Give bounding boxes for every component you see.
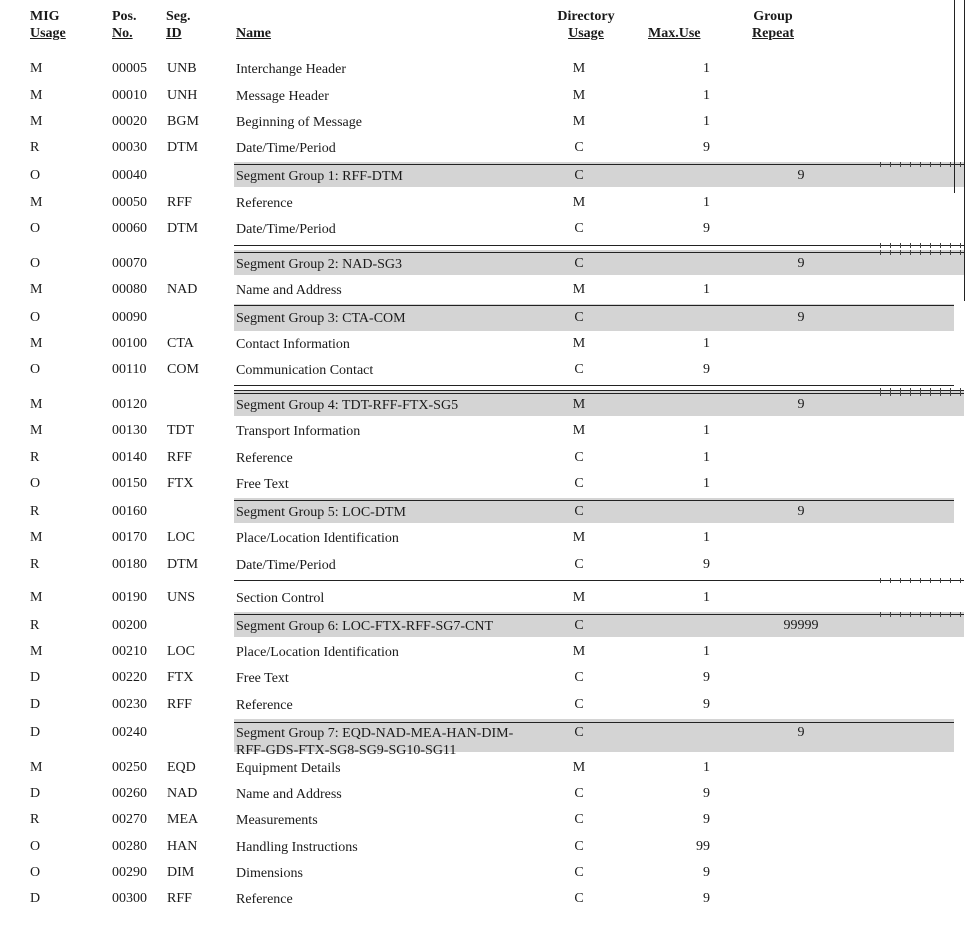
bracket-tick-mark <box>940 243 941 248</box>
group-repeat-cell: 9 <box>797 725 805 740</box>
bracket-tick-mark <box>930 391 931 396</box>
bracket-tick-mark <box>960 612 961 617</box>
directory-usage-cell: C <box>574 504 584 519</box>
segment-name-cell: Interchange Header <box>236 62 346 77</box>
bracket-tick-mark <box>880 578 881 583</box>
seg-id-cell: MEA <box>167 812 199 827</box>
pos-no-cell: 00230 <box>112 697 147 712</box>
directory-usage-cell: C <box>574 168 584 183</box>
bracket-tick-mark <box>890 578 891 583</box>
pos-no-cell: 00290 <box>112 865 147 880</box>
pos-no-cell: 00060 <box>112 221 147 236</box>
pos-no-cell: 00270 <box>112 812 147 827</box>
bracket-tick-mark <box>940 578 941 583</box>
max-use-cell: 9 <box>703 865 710 880</box>
mig-usage-cell: R <box>30 140 40 155</box>
pos-no-cell: 00050 <box>112 195 147 210</box>
directory-usage-cell: M <box>572 760 586 775</box>
pos-no-cell: 00250 <box>112 760 147 775</box>
segment-name-cell: Place/Location Identification <box>236 645 399 660</box>
seg-id-cell: LOC <box>167 644 195 659</box>
segment-name-cell: Handling Instructions <box>236 840 358 855</box>
group-bracket-rule <box>234 500 954 501</box>
max-use-cell: 1 <box>703 530 710 545</box>
bracket-tick-mark <box>910 391 911 396</box>
bracket-tick-mark <box>880 250 881 255</box>
pos-no-cell: 00170 <box>112 530 147 545</box>
directory-usage-cell: C <box>574 476 584 491</box>
pos-no-cell: 00240 <box>112 725 147 740</box>
max-use-cell: 1 <box>703 282 710 297</box>
seg-id-cell: DTM <box>167 140 199 155</box>
pos-no-cell: 00160 <box>112 504 147 519</box>
bracket-tick-mark <box>900 243 901 248</box>
segment-name-cell: Transport Information <box>236 424 361 439</box>
bracket-tick-mark <box>940 391 941 396</box>
seg-id-cell: DIM <box>167 865 195 880</box>
group-bracket-edge <box>964 0 965 301</box>
mig-usage-cell: O <box>30 839 41 854</box>
seg-id-cell: CTA <box>167 336 194 351</box>
header-max-use: Max.Use <box>648 26 701 41</box>
seg-id-cell: FTX <box>167 670 194 685</box>
segment-name-cell: Communication Contact <box>236 363 374 378</box>
group-bracket-rule <box>234 614 964 615</box>
segment-group-name: Segment Group 6: LOC-FTX-RFF-SG7-CNT <box>236 619 494 634</box>
bracket-tick-mark <box>890 391 891 396</box>
mig-usage-cell: R <box>30 504 40 519</box>
directory-usage-cell: C <box>574 618 584 633</box>
header-directory-usage: Directory Usage <box>557 9 615 41</box>
bracket-tick-mark <box>920 578 921 583</box>
directory-usage-cell: M <box>572 397 586 412</box>
directory-usage-cell: M <box>572 282 586 297</box>
bracket-tick-mark <box>880 243 881 248</box>
bracket-tick-mark <box>930 162 931 167</box>
bracket-tick-mark <box>960 250 961 255</box>
pos-no-cell: 00150 <box>112 476 147 491</box>
mig-usage-cell: M <box>30 336 43 351</box>
seg-id-cell: COM <box>167 362 199 377</box>
pos-no-cell: 00180 <box>112 557 147 572</box>
max-use-cell: 1 <box>703 61 710 76</box>
bracket-tick-mark <box>930 250 931 255</box>
pos-no-cell: 00100 <box>112 336 147 351</box>
seg-id-cell: TDT <box>167 423 195 438</box>
directory-usage-cell: C <box>574 891 584 906</box>
mig-usage-cell: O <box>30 221 41 236</box>
seg-id-cell: FTX <box>167 476 194 491</box>
max-use-cell: 9 <box>703 786 710 801</box>
pos-no-cell: 00120 <box>112 397 147 412</box>
pos-no-cell: 00110 <box>112 362 147 377</box>
pos-no-cell: 00140 <box>112 450 147 465</box>
bracket-tick-mark <box>940 250 941 255</box>
bracket-tick-mark <box>910 243 911 248</box>
directory-usage-cell: C <box>574 697 584 712</box>
bracket-tick-mark <box>960 578 961 583</box>
seg-id-cell: RFF <box>167 450 192 465</box>
seg-id-cell: DTM <box>167 221 199 236</box>
pos-no-cell: 00020 <box>112 114 147 129</box>
directory-usage-cell: C <box>574 670 584 685</box>
mig-usage-cell: O <box>30 310 41 325</box>
segment-name-cell: Reference <box>236 451 293 466</box>
mig-usage-cell: M <box>30 590 43 605</box>
max-use-cell: 9 <box>703 362 710 377</box>
bracket-tick-mark <box>900 578 901 583</box>
group-bracket-rule <box>234 164 964 165</box>
segment-name-cell: Name and Address <box>236 787 342 802</box>
header-name: Name <box>236 26 271 41</box>
header-group-repeat: Group Repeat <box>752 9 794 41</box>
group-repeat-cell: 99999 <box>783 618 819 633</box>
mig-usage-cell: O <box>30 476 41 491</box>
directory-usage-cell: M <box>572 423 586 438</box>
mig-usage-cell: R <box>30 618 40 633</box>
max-use-cell: 1 <box>703 590 710 605</box>
directory-usage-cell: M <box>572 114 586 129</box>
pos-no-cell: 00260 <box>112 786 147 801</box>
segment-name-cell: Reference <box>236 892 293 907</box>
group-repeat-cell: 9 <box>797 504 805 519</box>
segment-name-cell: Place/Location Identification <box>236 531 399 546</box>
mig-usage-cell: M <box>30 760 43 775</box>
pos-no-cell: 00280 <box>112 839 147 854</box>
bracket-tick-mark <box>880 612 881 617</box>
bracket-tick-mark <box>940 162 941 167</box>
segment-name-cell: Reference <box>236 196 293 211</box>
max-use-cell: 1 <box>703 195 710 210</box>
bracket-tick-mark <box>910 578 911 583</box>
bracket-tick-mark <box>920 250 921 255</box>
bracket-tick-mark <box>950 162 951 167</box>
mig-usage-cell: M <box>30 88 43 103</box>
directory-usage-cell: C <box>574 839 584 854</box>
segment-group-name: Segment Group 4: TDT-RFF-FTX-SG5 <box>236 398 459 413</box>
group-bracket-edge <box>954 0 955 193</box>
pos-no-cell: 00080 <box>112 282 147 297</box>
max-use-cell: 9 <box>703 812 710 827</box>
pos-no-cell: 00300 <box>112 891 147 906</box>
seg-id-cell: NAD <box>167 786 198 801</box>
max-use-cell: 9 <box>703 697 710 712</box>
group-repeat-cell: 9 <box>797 310 805 325</box>
bracket-tick-mark <box>920 612 921 617</box>
mig-usage-cell: D <box>30 891 41 906</box>
mig-usage-cell: M <box>30 195 43 210</box>
max-use-cell: 9 <box>703 140 710 155</box>
seg-id-cell: EQD <box>167 760 196 775</box>
max-use-cell: 9 <box>703 891 710 906</box>
bracket-tick-mark <box>920 162 921 167</box>
mig-usage-cell: D <box>30 670 41 685</box>
group-bracket-rule <box>234 393 964 394</box>
group-bracket-rule <box>234 390 964 391</box>
mig-usage-cell: M <box>30 114 43 129</box>
bracket-tick-mark <box>930 612 931 617</box>
mig-usage-cell: D <box>30 697 41 712</box>
segment-name-cell: Beginning of Message <box>236 115 362 130</box>
segment-name-cell: Date/Time/Period <box>236 141 336 156</box>
directory-usage-cell: C <box>574 362 584 377</box>
seg-id-cell: UNB <box>167 61 197 76</box>
bracket-tick-mark <box>960 243 961 248</box>
bracket-tick-mark <box>910 612 911 617</box>
segment-name-cell: Free Text <box>236 477 289 492</box>
mig-usage-cell: M <box>30 644 43 659</box>
segment-name-cell: Message Header <box>236 89 329 104</box>
directory-usage-cell: M <box>572 530 586 545</box>
group-bracket-rule <box>234 580 964 581</box>
mig-usage-cell: R <box>30 812 40 827</box>
max-use-cell: 1 <box>703 644 710 659</box>
directory-usage-cell: C <box>574 450 584 465</box>
segment-group-name: Segment Group 1: RFF-DTM <box>236 169 403 184</box>
segment-group-name: Segment Group 2: NAD-SG3 <box>236 257 403 272</box>
bracket-tick-mark <box>950 612 951 617</box>
max-use-cell: 99 <box>696 839 710 854</box>
directory-usage-cell: M <box>572 195 586 210</box>
pos-no-cell: 00220 <box>112 670 147 685</box>
pos-no-cell: 00200 <box>112 618 147 633</box>
seg-id-cell: RFF <box>167 891 192 906</box>
segment-name-cell: Contact Information <box>236 337 350 352</box>
max-use-cell: 1 <box>703 476 710 491</box>
mig-usage-cell: O <box>30 362 41 377</box>
mig-usage-cell: R <box>30 450 40 465</box>
bracket-tick-mark <box>950 243 951 248</box>
bracket-tick-mark <box>950 250 951 255</box>
mig-usage-cell: D <box>30 786 41 801</box>
pos-no-cell: 00130 <box>112 423 147 438</box>
segment-name-cell: Date/Time/Period <box>236 222 336 237</box>
max-use-cell: 1 <box>703 423 710 438</box>
mig-usage-cell: O <box>30 865 41 880</box>
directory-usage-cell: C <box>574 812 584 827</box>
max-use-cell: 1 <box>703 114 710 129</box>
bracket-tick-mark <box>880 162 881 167</box>
directory-usage-cell: C <box>574 786 584 801</box>
mig-usage-cell: M <box>30 282 43 297</box>
segment-group-name: Segment Group 3: CTA-COM <box>236 311 406 326</box>
bracket-tick-mark <box>900 250 901 255</box>
mig-usage-cell: M <box>30 61 43 76</box>
pos-no-cell: 00030 <box>112 140 147 155</box>
seg-id-cell: HAN <box>167 839 198 854</box>
directory-usage-cell: M <box>572 590 586 605</box>
group-repeat-cell: 9 <box>797 397 805 412</box>
group-repeat-cell: 9 <box>797 256 805 271</box>
segment-name-cell: Free Text <box>236 671 289 686</box>
segment-name-cell: Equipment Details <box>236 761 341 776</box>
directory-usage-cell: C <box>574 310 584 325</box>
segment-group-name: Segment Group 7: EQD-NAD-MEA-HAN-DIM-RFF-GDS-FTX-SG8-SG9-SG10-SG11 <box>236 726 514 758</box>
seg-id-cell: BGM <box>167 114 199 129</box>
header-pos-no: Pos. No. <box>112 9 137 41</box>
group-bracket-rule <box>234 245 964 246</box>
bracket-tick-mark <box>900 391 901 396</box>
directory-usage-cell: M <box>572 88 586 103</box>
directory-usage-cell: M <box>572 61 586 76</box>
mig-usage-cell: O <box>30 256 41 271</box>
bracket-tick-mark <box>950 578 951 583</box>
seg-id-cell: LOC <box>167 530 195 545</box>
directory-usage-cell: C <box>574 221 584 236</box>
bracket-tick-mark <box>920 391 921 396</box>
max-use-cell: 1 <box>703 450 710 465</box>
pos-no-cell: 00005 <box>112 61 147 76</box>
pos-no-cell: 00040 <box>112 168 147 183</box>
directory-usage-cell: C <box>574 557 584 572</box>
segment-name-cell: Measurements <box>236 813 318 828</box>
pos-no-cell: 00070 <box>112 256 147 271</box>
mig-usage-cell: D <box>30 725 41 740</box>
pos-no-cell: 00010 <box>112 88 147 103</box>
group-bracket-rule <box>234 722 954 723</box>
directory-usage-cell: M <box>572 336 586 351</box>
mig-usage-cell: O <box>30 168 41 183</box>
max-use-cell: 9 <box>703 221 710 236</box>
seg-id-cell: UNS <box>167 590 196 605</box>
header-mig-usage: MIG Usage <box>30 9 66 41</box>
mig-usage-cell: M <box>30 397 43 412</box>
segment-name-cell: Reference <box>236 698 293 713</box>
segment-name-cell: Date/Time/Period <box>236 558 336 573</box>
segment-name-cell: Section Control <box>236 591 325 606</box>
seg-id-cell: RFF <box>167 195 192 210</box>
bracket-tick-mark <box>890 250 891 255</box>
group-bracket-rule <box>234 252 964 253</box>
group-repeat-cell: 9 <box>797 168 805 183</box>
bracket-tick-mark <box>890 162 891 167</box>
bracket-tick-mark <box>890 612 891 617</box>
seg-id-cell: UNH <box>167 88 198 103</box>
pos-no-cell: 00210 <box>112 644 147 659</box>
max-use-cell: 1 <box>703 336 710 351</box>
bracket-tick-mark <box>910 162 911 167</box>
bracket-tick-mark <box>900 612 901 617</box>
header-seg-id: Seg. ID <box>166 9 191 41</box>
bracket-tick-mark <box>950 391 951 396</box>
max-use-cell: 1 <box>703 760 710 775</box>
bracket-tick-mark <box>910 250 911 255</box>
max-use-cell: 9 <box>703 557 710 572</box>
group-bracket-rule <box>234 305 954 306</box>
mig-usage-cell: M <box>30 423 43 438</box>
seg-id-cell: DTM <box>167 557 199 572</box>
bracket-tick-mark <box>940 612 941 617</box>
pos-no-cell: 00090 <box>112 310 147 325</box>
segment-name-cell: Name and Address <box>236 283 342 298</box>
bracket-tick-mark <box>880 391 881 396</box>
max-use-cell: 1 <box>703 88 710 103</box>
bracket-tick-mark <box>890 243 891 248</box>
directory-usage-cell: C <box>574 256 584 271</box>
directory-usage-cell: C <box>574 865 584 880</box>
bracket-tick-mark <box>920 243 921 248</box>
directory-usage-cell: M <box>572 644 586 659</box>
segment-group-name: Segment Group 5: LOC-DTM <box>236 505 406 520</box>
group-bracket-rule <box>234 385 954 386</box>
directory-usage-cell: C <box>574 725 584 740</box>
bracket-tick-mark <box>960 391 961 396</box>
directory-usage-cell: C <box>574 140 584 155</box>
bracket-tick-mark <box>930 243 931 248</box>
max-use-cell: 9 <box>703 670 710 685</box>
seg-id-cell: NAD <box>167 282 198 297</box>
mig-usage-cell: M <box>30 530 43 545</box>
bracket-tick-mark <box>930 578 931 583</box>
bracket-tick-mark <box>960 162 961 167</box>
pos-no-cell: 00190 <box>112 590 147 605</box>
bracket-tick-mark <box>900 162 901 167</box>
seg-id-cell: RFF <box>167 697 192 712</box>
mig-usage-cell: R <box>30 557 40 572</box>
segment-name-cell: Dimensions <box>236 866 303 881</box>
